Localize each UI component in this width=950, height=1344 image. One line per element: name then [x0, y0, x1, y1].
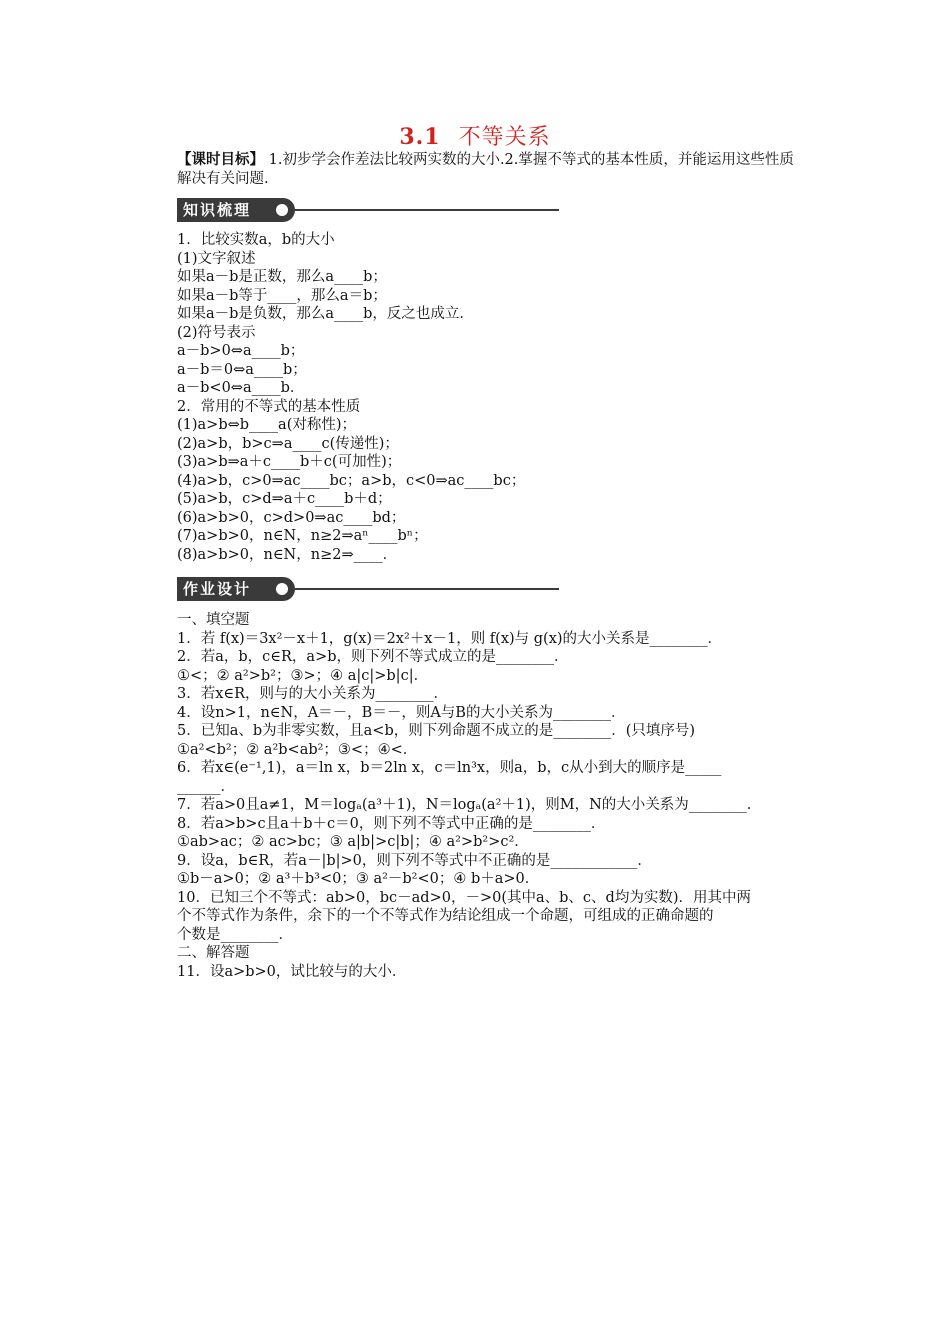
objective-tag: 【课时目标】	[177, 151, 264, 168]
bullet-dot-icon	[276, 204, 288, 216]
text-line: (2)a>b，b>c⇒a____c(传递性)；	[177, 435, 399, 452]
text-line: ______．	[177, 778, 235, 795]
text-line: a－b＝0⇔a____b；	[177, 361, 307, 378]
text-line: ①b－a>0；② a³＋b³<0；③ a²－b²<0；④ b＋a>0．	[177, 871, 540, 887]
text-line: ①ab>ac；② ac>bc；③ a|b|>c|b|；④ a²>b²>c²．	[177, 834, 529, 850]
text-line: 二、解答题	[177, 945, 250, 961]
text-line: (4)a>b，c>0⇒ac____bc；a>b，c<0⇒ac____bc；	[177, 472, 526, 489]
text-line: (3)a>b⇒a＋c____b＋c(可加性)；	[177, 454, 402, 470]
text-line: ①<；② a²>b²；③>；④ a|c|>b|c|．	[177, 667, 429, 684]
section-banner-homework	[177, 577, 559, 601]
divider	[295, 588, 559, 590]
section-banner-knowledge	[177, 198, 559, 222]
page-title	[0, 120, 950, 151]
text-line: 如果a－b是负数，那么a____b，反之也成立．	[177, 306, 474, 322]
text-line: 2．若a，b，c∈R，a>b，则下列不等式成立的是________．	[177, 649, 569, 665]
text-line: (2)符号表示	[177, 324, 256, 341]
text-line: (1)文字叙述	[177, 250, 256, 267]
lesson-objective	[177, 150, 807, 189]
text-line: 个数是________．	[177, 926, 293, 943]
text-line: a－b<0⇔a____b．	[177, 380, 305, 396]
section-number: 3.1	[399, 124, 441, 150]
text-line: 如果a－b是正数，那么a____b；	[177, 269, 387, 285]
text-line: 9．设a，b∈R，若a－|b|>0，则下列不等式中不正确的是____________．	[177, 852, 652, 869]
text-line: 2．常用的不等式的基本性质	[177, 398, 361, 415]
text-line: 10．已知三个不等式：ab>0，bc－ad>0，－>0(其中a、b、c、d均为实数)．用其中两	[177, 889, 751, 906]
text-line: ①a²<b²；② a²b<ab²；③<；④<．	[177, 741, 418, 758]
text-line: (5)a>b，c>d⇒a＋c____b＋d；	[177, 491, 392, 507]
text-line: 11．设a>b>0，试比较与的大小．	[177, 963, 407, 980]
text-line: 个不等式作为条件，余下的一个不等式作为结论组成一个命题，可组成的正确命题的	[177, 908, 714, 924]
objective-text: 1.初步学会作差法比较两实数的大小.2.掌握不等式的基本性质，并能运用这些性质解决有关问题.	[177, 152, 794, 187]
knowledge-list	[177, 231, 817, 564]
text-line: 5．已知a、b为非零实数，且a<b，则下列命题不成立的是________．(只填序号)	[177, 723, 696, 739]
divider	[295, 209, 559, 211]
text-line: 一、填空题	[177, 612, 250, 628]
text-line: (7)a>b>0，n∈N，n≥2⇒aⁿ____bⁿ；	[177, 528, 428, 544]
section-heading-homework: 作业设计	[177, 577, 295, 601]
text-line: a－b>0⇔a____b；	[177, 343, 305, 359]
bullet-dot-icon	[276, 583, 288, 595]
text-line: 7．若a>0且a≠1，M＝logₐ(a³＋1)，N＝logₐ(a²＋1)，则M，N的大小关系为________．	[177, 797, 762, 813]
text-line: 6．若x∈(e⁻¹,1)，a＝ln x，b＝2ln x，c＝ln³x，则a，b，c从小到大的顺序是_____	[177, 760, 722, 776]
text-line: 1．若 f(x)＝3x²－x＋1，g(x)＝2x²＋x－1，则 f(x)与 g(x)的大小关系是________．	[177, 630, 723, 647]
section-heading-knowledge: 知识梳理	[177, 198, 295, 222]
homework-list	[177, 611, 817, 981]
text-line: 3．若x∈R，则与的大小关系为________．	[177, 686, 449, 702]
text-line: (8)a>b>0，n∈N，n≥2⇒____．	[177, 546, 398, 563]
text-line: 8．若a>b>c且a＋b＋c＝0，则下列不等式中正确的是________．	[177, 815, 606, 832]
text-line: 4．设n>1，n∈N，A＝－，B＝－，则A与B的大小关系为________．	[177, 704, 626, 721]
text-line: 1．比较实数a，b的大小	[177, 232, 335, 248]
title-text: 不等关系	[458, 125, 551, 150]
text-line: (1)a>b⇔b____a(对称性)；	[177, 417, 357, 433]
text-line: 如果a－b等于____，那么a＝b；	[177, 287, 387, 304]
text-line: (6)a>b>0，c>d>0⇒ac____bd；	[177, 509, 406, 526]
